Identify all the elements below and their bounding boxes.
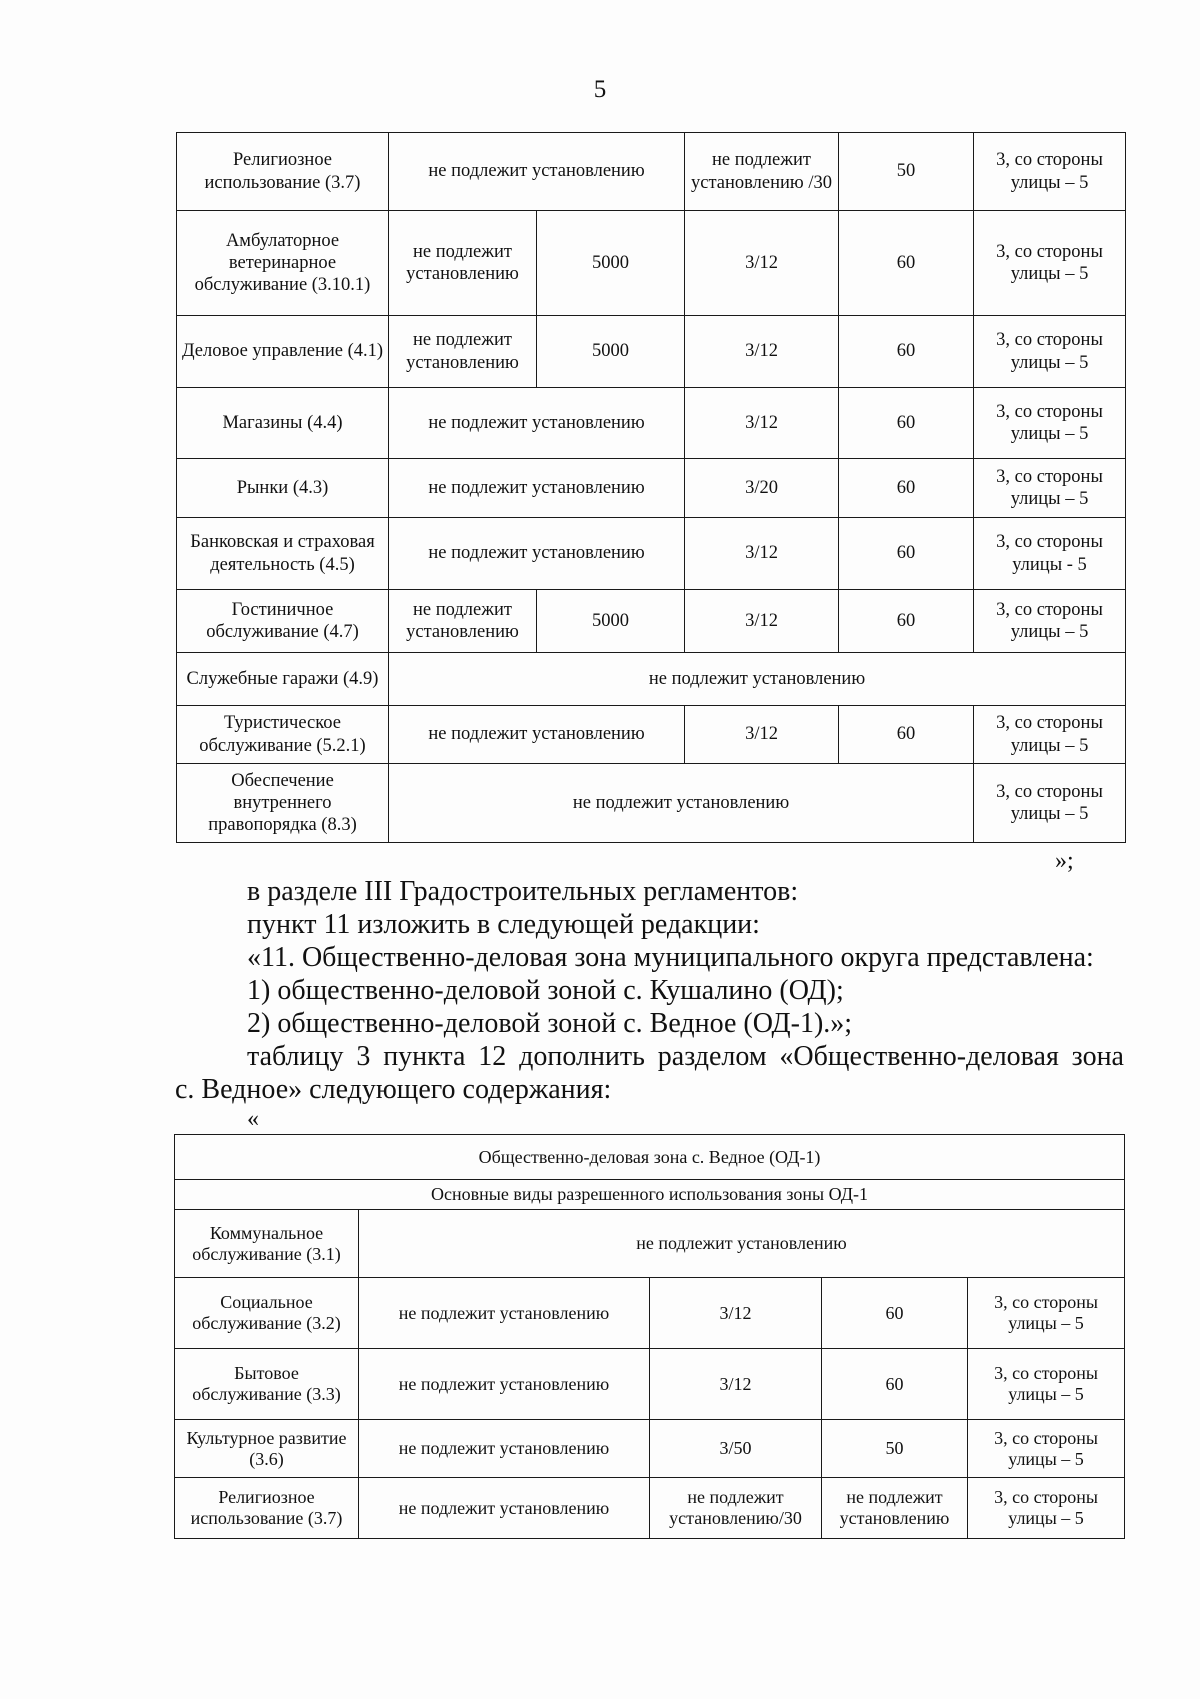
use-type-cell: Рынки (4.3) — [177, 459, 389, 518]
table-row — [177, 518, 1126, 590]
merged-value-cell: не подлежит установлению — [389, 518, 685, 590]
merged-value-cell: не подлежит установлению — [389, 459, 685, 518]
closing-quote: »; — [1055, 848, 1074, 874]
use-type-cell: Гостиничное обслуживание (4.7) — [177, 590, 389, 653]
page-number: 5 — [593, 76, 607, 103]
table-row — [175, 1478, 1125, 1539]
min-area-cell: не подлежит установлению — [389, 316, 537, 388]
paragraph: 2) общественно-деловой зоной с. Ведное (ОД-1).»; — [247, 1008, 853, 1039]
max-area-cell: 5000 — [537, 211, 685, 316]
min-area-cell: не подлежит установлению — [389, 211, 537, 316]
floors-height-cell: 3/12 — [685, 316, 839, 388]
paragraph: пункт 11 изложить в следующей редакции: — [247, 909, 760, 940]
table-subtitle-row — [175, 1180, 1125, 1210]
table-row — [177, 388, 1126, 459]
zone-subtitle-cell: Основные виды разрешенного использования зоны ОД-1 — [175, 1180, 1125, 1210]
coverage-cell: 60 — [822, 1349, 968, 1420]
paragraph: с. Ведное» следующего содержания: — [175, 1074, 612, 1105]
use-type-cell: Магазины (4.4) — [177, 388, 389, 459]
use-type-cell: Амбулаторное ветеринарное обслуживание (3.10.1) — [177, 211, 389, 316]
setback-cell: 3, со стороны улицы – 5 — [968, 1349, 1125, 1420]
table-row — [177, 459, 1126, 518]
use-type-cell: Культурное развитие (3.6) — [175, 1420, 359, 1478]
merged-value-cell: не подлежит установлению — [389, 653, 1126, 706]
coverage-cell: 60 — [839, 388, 974, 459]
paragraph: 1) общественно-деловой зоной с. Кушалино (ОД); — [247, 975, 844, 1006]
setback-cell: 3, со стороны улицы - 5 — [974, 518, 1126, 590]
use-type-cell: Туристическое обслуживание (5.2.1) — [177, 706, 389, 764]
table-row — [177, 653, 1126, 706]
floors-height-cell: 3/12 — [685, 518, 839, 590]
use-type-cell: Социальное обслуживание (3.2) — [175, 1278, 359, 1349]
floors-height-cell: 3/12 — [685, 706, 839, 764]
merged-value-cell: не подлежит установлению — [389, 388, 685, 459]
merged-value-cell: не подлежит установлению — [389, 706, 685, 764]
coverage-cell: 60 — [839, 590, 974, 653]
coverage-cell: 60 — [839, 316, 974, 388]
setback-cell: 3, со стороны улицы – 5 — [974, 316, 1126, 388]
use-type-cell: Деловое управление (4.1) — [177, 316, 389, 388]
setback-cell: 3, со стороны улицы – 5 — [968, 1278, 1125, 1349]
setback-cell: 3, со стороны улицы – 5 — [974, 388, 1126, 459]
floors-height-cell: 3/12 — [650, 1349, 822, 1420]
paragraph: в разделе III Градостроительных регламентов: — [247, 876, 799, 907]
setback-cell: 3, со стороны улицы – 5 — [974, 590, 1126, 653]
coverage-cell: 50 — [822, 1420, 968, 1478]
paragraph: «11. Общественно-деловая зона муниципального округа представлена: — [247, 942, 1094, 973]
merged-value-cell: не подлежит установлению — [359, 1210, 1125, 1278]
table-row — [177, 211, 1126, 316]
table-row — [177, 316, 1126, 388]
table-row — [177, 590, 1126, 653]
area-cell: не подлежит установлению — [359, 1349, 650, 1420]
min-area-cell: не подлежит установлению — [389, 590, 537, 653]
table-row — [175, 1349, 1125, 1420]
setback-cell: 3, со стороны улицы – 5 — [974, 459, 1126, 518]
use-type-cell: Служебные гаражи (4.9) — [177, 653, 389, 706]
setback-cell: 3, со стороны улицы – 5 — [968, 1478, 1125, 1539]
floors-height-cell: не подлежит установлению /30 — [685, 133, 839, 211]
floors-height-cell: 3/50 — [650, 1420, 822, 1478]
floors-height-cell: 3/12 — [685, 211, 839, 316]
use-type-cell: Коммунальное обслуживание (3.1) — [175, 1210, 359, 1278]
floors-height-cell: 3/12 — [685, 590, 839, 653]
area-cell: не подлежит установлению — [359, 1420, 650, 1478]
floors-height-cell: не подлежит установлению/30 — [650, 1478, 822, 1539]
use-type-cell: Банковская и страховая деятельность (4.5) — [177, 518, 389, 590]
opening-quote: « — [247, 1106, 259, 1132]
area-cell: не подлежит установлению — [359, 1478, 650, 1539]
table-row — [175, 1210, 1125, 1278]
table-row — [177, 706, 1126, 764]
regulations-table-continued — [176, 132, 1126, 843]
coverage-cell: 60 — [839, 518, 974, 590]
max-area-cell: 5000 — [537, 590, 685, 653]
table-row — [177, 764, 1126, 843]
table-row — [175, 1420, 1125, 1478]
use-type-cell: Обеспечение внутреннего правопорядка (8.3) — [177, 764, 389, 843]
merged-value-cell: не подлежит установлению — [389, 764, 974, 843]
use-type-cell: Религиозное использование (3.7) — [175, 1478, 359, 1539]
setback-cell: 3, со стороны улицы – 5 — [968, 1420, 1125, 1478]
coverage-cell: не подлежит установлению — [822, 1478, 968, 1539]
floors-height-cell: 3/20 — [685, 459, 839, 518]
setback-cell: 3, со стороны улицы – 5 — [974, 211, 1126, 316]
zone-title-cell: Общественно-деловая зона с. Ведное (ОД-1) — [175, 1135, 1125, 1180]
floors-height-cell: 3/12 — [685, 388, 839, 459]
max-area-cell: 5000 — [537, 316, 685, 388]
table-row — [177, 133, 1126, 211]
coverage-cell: 50 — [839, 133, 974, 211]
setback-cell: 3, со стороны улицы – 5 — [974, 133, 1126, 211]
area-cell: не подлежит установлению — [359, 1278, 650, 1349]
coverage-cell: 60 — [822, 1278, 968, 1349]
paragraph: таблицу 3 пункта 12 дополнить разделом «Общественно-деловая зона — [247, 1041, 1124, 1072]
merged-value-cell: не подлежит установлению — [389, 133, 685, 211]
use-type-cell: Религиозное использование (3.7) — [177, 133, 389, 211]
use-type-cell: Бытовое обслуживание (3.3) — [175, 1349, 359, 1420]
floors-height-cell: 3/12 — [650, 1278, 822, 1349]
coverage-cell: 60 — [839, 211, 974, 316]
coverage-cell: 60 — [839, 706, 974, 764]
regulations-table-vednoe — [174, 1134, 1125, 1539]
setback-cell: 3, со стороны улицы – 5 — [974, 706, 1126, 764]
coverage-cell: 60 — [839, 459, 974, 518]
table-title-row — [175, 1135, 1125, 1180]
table-row — [175, 1278, 1125, 1349]
setback-cell: 3, со стороны улицы – 5 — [974, 764, 1126, 843]
